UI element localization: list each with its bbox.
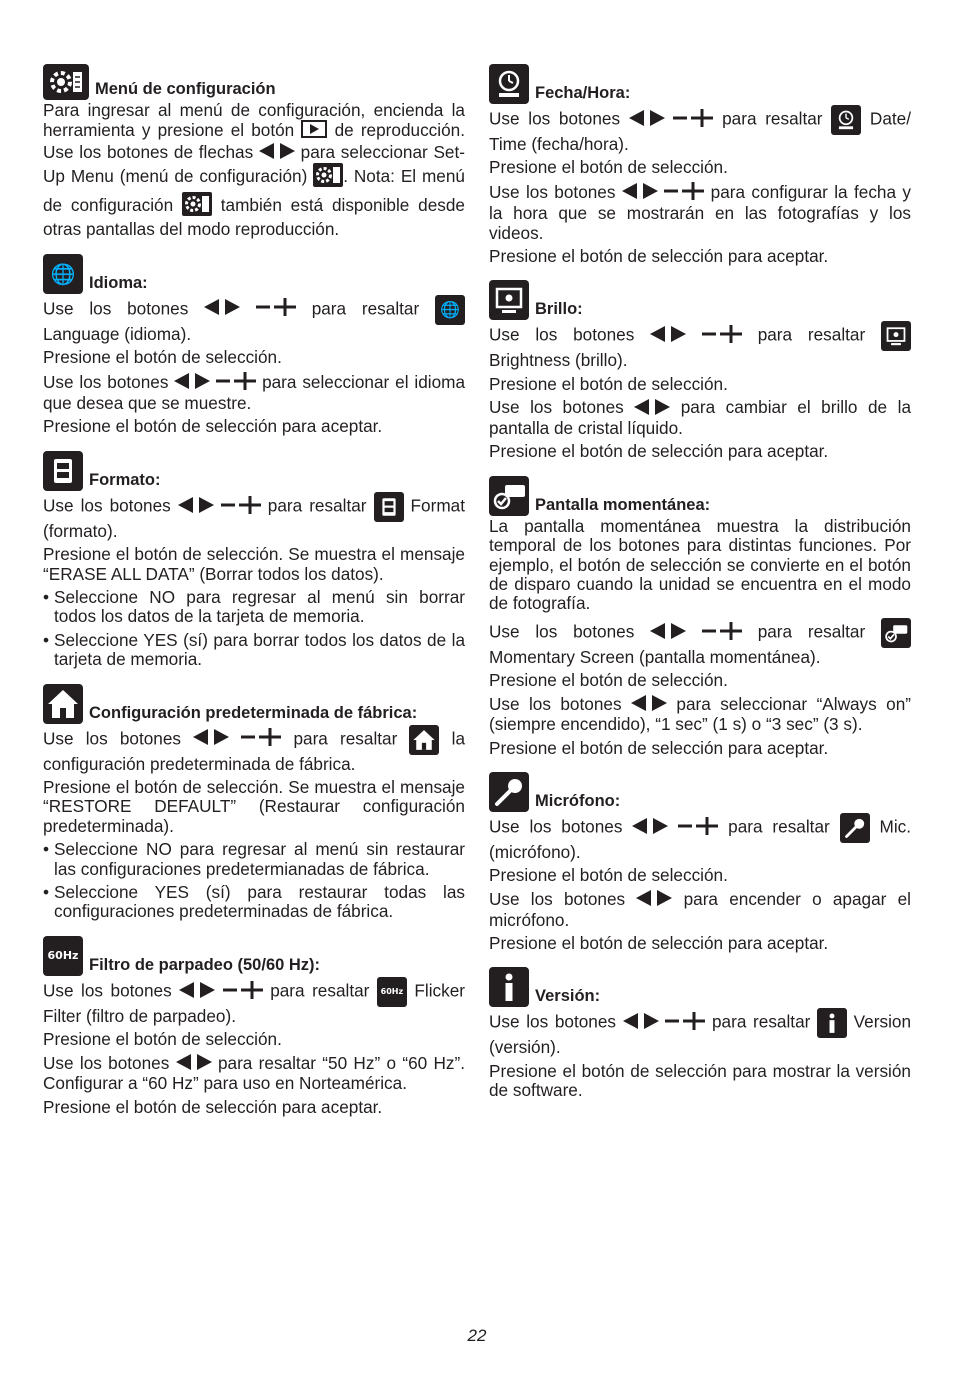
section-title: Filtro de parpadeo (50/60 Hz): <box>89 955 321 974</box>
section-formato <box>43 451 465 670</box>
paragraph: Use los botones para seleccionar “Always on” (siempre encendido), “1 sec” (1 s) o “3 sec” (3 s). <box>489 693 911 735</box>
left-right-arrows-icon <box>650 623 686 643</box>
left-right-arrows-icon <box>632 818 668 838</box>
info-icon <box>489 967 529 1007</box>
paragraph: Use los botones para cambiar el brillo de la pantalla de cristal líquido. <box>489 397 911 438</box>
section-idioma <box>43 254 465 437</box>
left-right-arrows-icon <box>174 373 210 393</box>
section-title: Brillo: <box>535 300 583 319</box>
left-right-arrows-icon <box>634 399 670 419</box>
camera-check-icon <box>489 476 529 516</box>
section-microfono <box>489 772 911 953</box>
section-title: Fecha/Hora: <box>535 84 631 102</box>
paragraph: Use los botones para resaltar Version (versión). <box>489 1008 911 1057</box>
paragraph: Use los botones para resaltar Date/ Time (fecha/hora). <box>489 105 911 154</box>
paragraph: Presione el botón de selección. Se muestra el mensaje “ERASE ALL DATA” (Borrar todos los datos). <box>43 544 465 584</box>
section-title: Menú de configuración <box>95 80 276 98</box>
home-icon <box>43 684 83 724</box>
clock-icon <box>831 105 861 135</box>
paragraph: Presione el botón de selección para aceptar. <box>489 246 829 267</box>
left-right-arrows-icon <box>179 982 215 1002</box>
paragraph: Para ingresar al menú de configuración, encienda la herramienta y presione el botón de reproducción. Use los botones de flechas para seleccionar Set-Up Menu (menú de configuración) . Nota: El menú de configuración también está disponible desde otras pantallas del modo reproducción. <box>43 100 465 240</box>
section-brillo <box>489 280 911 461</box>
paragraph: Use los botones para resaltar 60Hz Flicker Filter (filtro de parpadeo). <box>43 977 465 1026</box>
paragraph: Presione el botón de selección para aceptar. <box>43 1096 383 1117</box>
paragraph: Presione el botón de selección. <box>489 373 728 394</box>
left-right-arrows-icon <box>629 110 665 130</box>
left-right-arrows-icon <box>259 143 295 163</box>
paragraph: Use los botones para configurar la fecha y la hora que se mostrarán en las fotografías y los videos. <box>489 181 912 243</box>
paragraph: Use los botones para resaltar Momentary Screen (pantalla momentánea). <box>489 618 911 667</box>
paragraph: Presione el botón de selección. Se muestra el mensaje “RESTORE DEFAULT” (Restaurar configuración predeterminada). <box>43 776 465 836</box>
paragraph: Presione el botón de selección para aceptar. <box>489 737 829 758</box>
section-flicker-filter <box>43 936 465 1117</box>
minus-plus-icon <box>664 182 704 204</box>
paragraph: Presione el botón de selección para aceptar. <box>489 441 829 462</box>
minus-plus-icon <box>256 298 296 320</box>
section-factory-default <box>43 684 465 922</box>
paragraph: Presione el botón de selección. <box>489 865 728 886</box>
section-setup-menu <box>43 64 465 240</box>
microphone-icon <box>489 772 529 812</box>
minus-plus-icon <box>241 728 281 750</box>
minus-plus-icon <box>678 817 718 839</box>
section-momentary-screen <box>489 476 911 758</box>
section-title: Formato: <box>89 470 161 489</box>
left-right-arrows-icon <box>176 1054 212 1074</box>
paragraph: La pantalla momentánea muestra la distribución temporal de los botones para distintas funciones. Por ejemplo, el botón de selección se convierte en el botón de disparo cuando la unidad se encuentra en el modo de fotografía. <box>489 515 911 614</box>
paragraph: Use los botones para resaltar Brightness (brillo). <box>489 321 911 370</box>
left-right-arrows-icon <box>623 1013 659 1033</box>
minus-plus-icon <box>216 372 256 394</box>
left-right-arrows-icon <box>193 729 229 749</box>
left-right-arrows-icon <box>631 695 667 715</box>
left-right-arrows-icon <box>636 890 672 910</box>
play-button-icon <box>301 120 327 142</box>
brightness-icon <box>881 321 911 351</box>
setup-gear-small-icon <box>313 163 343 191</box>
list-item: • Seleccione NO para regresar al menú sin restaurar las configuraciones predetermianadas de fábrica. <box>43 840 465 879</box>
paragraph: Use los botones para resaltar “50 Hz” o “60 Hz”. Configurar a “60 Hz” para uso en Norteamérica. <box>43 1052 465 1094</box>
paragraph: Use los botones para seleccionar el idioma que desea que se muestre. <box>43 371 466 413</box>
page-number: 22 <box>467 1326 487 1345</box>
camera-check-icon <box>881 618 911 648</box>
left-right-arrows-icon <box>622 183 658 203</box>
paragraph: Use los botones para resaltar la configuración predeterminada de fábrica. <box>43 725 465 774</box>
section-title: Versión: <box>535 987 601 1006</box>
minus-plus-icon <box>665 1012 705 1034</box>
brightness-icon <box>489 280 529 320</box>
section-version <box>489 967 911 1100</box>
info-icon <box>817 1008 847 1038</box>
globe-icon: 🌐 <box>435 295 465 325</box>
section-title: Micrófono: <box>535 792 621 811</box>
left-right-arrows-icon <box>178 497 214 517</box>
memory-card-icon <box>374 492 404 522</box>
minus-plus-icon <box>702 622 742 644</box>
paragraph: Use los botones para encender o apagar el micrófono. <box>489 888 911 930</box>
paragraph: Presione el botón de selección para aceptar. <box>43 416 383 437</box>
setup-gear-icon <box>43 64 89 100</box>
paragraph: Presione el botón de selección para aceptar. <box>489 932 829 953</box>
left-right-arrows-icon <box>650 326 686 346</box>
paragraph: Use los botones para resaltar 🌐 Language (idioma). <box>43 295 465 344</box>
setup-gear-small-icon <box>182 192 212 220</box>
paragraph: Presione el botón de selección para mostrar la versión de software. <box>489 1060 911 1101</box>
memory-card-icon <box>43 451 83 491</box>
paragraph: Presione el botón de selección. <box>43 347 282 368</box>
globe-icon: 🌐 <box>43 254 83 294</box>
list-item: • Seleccione YES (sí) para borrar todos los datos de la tarjeta de memoria. <box>43 631 465 670</box>
paragraph: Presione el botón de selección. <box>43 1029 282 1050</box>
list-item: • Seleccione NO para regresar al menú sin borrar todos los datos de la tarjeta de memoria. <box>43 588 465 627</box>
bullet-list <box>43 588 465 670</box>
minus-plus-icon <box>223 981 263 1003</box>
list-item: • Seleccione YES (sí) para restaurar todas las configuraciones predeterminadas de fábrica. <box>43 883 465 922</box>
home-icon <box>409 725 439 755</box>
microphone-icon <box>840 813 870 843</box>
60hz-icon: 60Hz <box>43 936 83 976</box>
paragraph: Use los botones para resaltar Mic. (micrófono). <box>489 813 911 862</box>
left-column <box>43 64 465 1131</box>
left-right-arrows-icon <box>204 299 240 319</box>
60hz-icon: 60Hz <box>377 977 407 1007</box>
minus-plus-icon <box>221 496 261 518</box>
minus-plus-icon <box>673 109 713 131</box>
section-title: Idioma: <box>89 273 148 292</box>
paragraph: Presione el botón de selección. <box>489 670 728 691</box>
clock-icon <box>489 64 529 104</box>
paragraph: Use los botones para resaltar Format (formato). <box>43 492 465 541</box>
right-column <box>489 64 911 1115</box>
bullet-list <box>43 840 465 922</box>
section-title: Configuración predeterminada de fábrica: <box>89 703 418 722</box>
section-title: Pantalla momentánea: <box>535 495 711 514</box>
paragraph: Presione el botón de selección. <box>489 157 728 178</box>
minus-plus-icon <box>702 325 742 347</box>
section-fecha-hora <box>489 64 911 266</box>
